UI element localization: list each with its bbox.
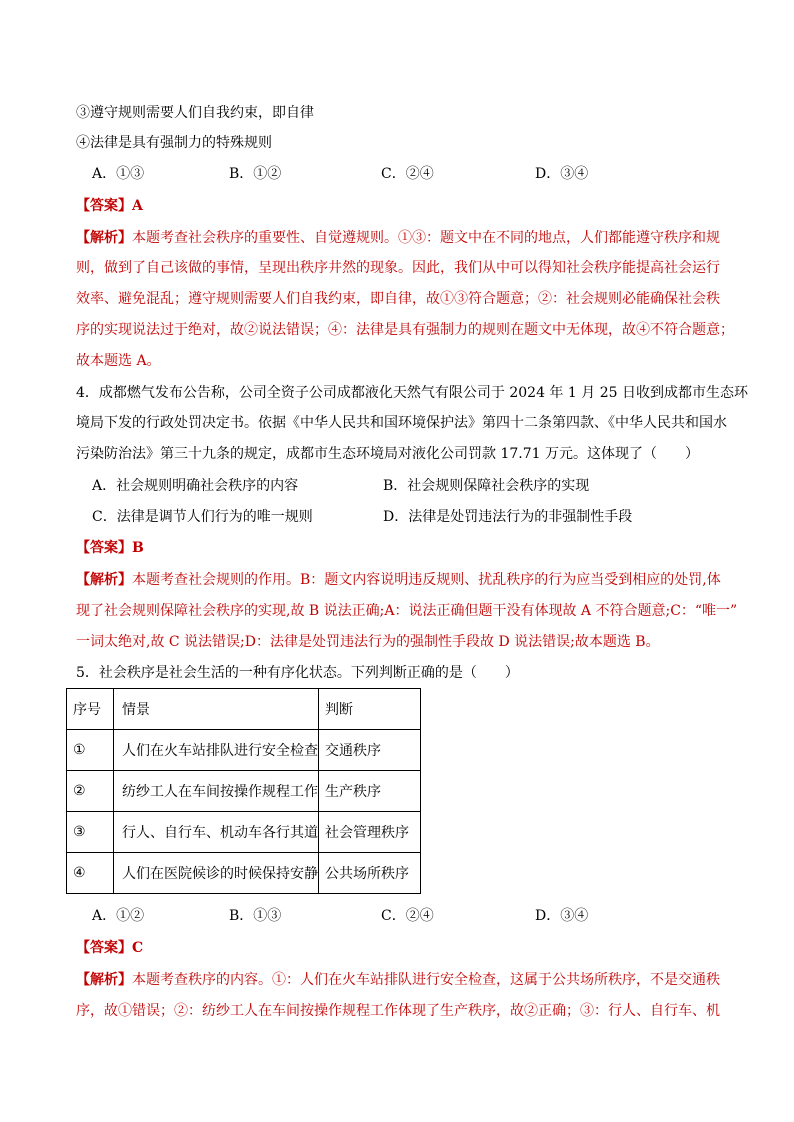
q3-analysis-line-1 — [76, 228, 720, 248]
answer-value: C — [132, 940, 144, 956]
q5-analysis-line-2: 序，故①错误；②：纺纱工人在车间按操作规程工作体现了生产秩序，故②正确；③：行人、自行车、机 — [76, 1003, 720, 1019]
q3-analysis-line-5: 故本题选 A。 — [76, 353, 161, 369]
q3-answer — [76, 196, 143, 216]
table-cell: ① — [67, 730, 114, 771]
analysis-tag: 【解析】 — [76, 972, 132, 988]
q4-option-a: A．社会规则明确社会秩序的内容 — [92, 478, 299, 494]
answer-tag: 【答案】 — [76, 540, 132, 556]
q5-analysis-line-1 — [76, 970, 720, 990]
q3-option-d: D．③④ — [535, 166, 589, 182]
table-cell: 交通秩序 — [319, 730, 421, 771]
q4-stem-line-1: 4．成都燃气发布公告称，公司全资子公司成都液化天然气有限公司于 2024 年 1 月 25 日收到成都市生态环 — [76, 385, 748, 401]
table-header: 序号 — [67, 689, 114, 730]
answer-tag: 【答案】 — [76, 940, 132, 956]
table-cell: ② — [67, 771, 114, 812]
table-cell: 人们在医院候诊的时候保持安静 — [114, 853, 319, 894]
q4-analysis-line-1 — [76, 570, 721, 590]
q3-analysis-line-3: 效率、避免混乱；遵守规则需要人们自我约束，即自律，故①③符合题意；②：社会规则必能确保社会秩 — [76, 291, 720, 307]
q3-option-b: B．①② — [229, 166, 282, 182]
table-cell: 公共场所秩序 — [319, 853, 421, 894]
answer-value: B — [132, 540, 144, 556]
q5-option-b: B．①③ — [229, 908, 282, 924]
table-cell: 行人、自行车、机动车各行其道 — [114, 812, 319, 853]
table-cell: 纺纱工人在车间按操作规程工作 — [114, 771, 319, 812]
q3-option-c: C．②④ — [381, 166, 434, 182]
answer-value: A — [132, 198, 143, 214]
q5-option-d: D．③④ — [535, 908, 589, 924]
q4-option-d: D．法律是处罚违法行为的非强制性手段 — [383, 509, 633, 525]
q3-option-a: A．①③ — [92, 166, 145, 182]
table-cell: 人们在火车站排队进行安全检查 — [114, 730, 319, 771]
answer-tag: 【答案】 — [76, 198, 132, 214]
table-header: 情景 — [114, 689, 319, 730]
table-cell: 社会管理秩序 — [319, 812, 421, 853]
q3-analysis-line-2: 则，做到了自己该做的事情，呈现出秩序井然的现象。因此，我们从中可以得知社会秩序能提高社会运行 — [76, 260, 720, 276]
statement-3: ③遵守规则需要人们自我约束，即自律 — [76, 105, 314, 121]
table-row — [67, 812, 421, 853]
q5-answer — [76, 938, 143, 958]
q4-answer — [76, 538, 144, 558]
statement-4: ④法律是具有强制力的特殊规则 — [76, 135, 272, 151]
q4-analysis-line-3: 一词太绝对,故 C 说法错误;D：法律是处罚违法行为的强制性手段故 D 说法错误;故本题选 B。 — [76, 634, 660, 650]
q4-option-b: B．社会规则保障社会秩序的实现 — [383, 478, 590, 494]
analysis-tag: 【解析】 — [76, 230, 132, 246]
q4-stem-line-2: 境局下发的行政处罚决定书。依据《中华人民共和国环境保护法》第四十二条第四款、《中华人民共和国水 — [76, 415, 727, 431]
q4-stem-line-3: 污染防治法》第三十九条的规定，成都市生态环境局对液化公司罚款 17.71 万元。这体现了（ ） — [76, 446, 699, 462]
q5-stem: 5．社会秩序是社会生活的一种有序化状态。下列判断正确的是（ ） — [76, 665, 519, 681]
table-header: 判断 — [319, 689, 421, 730]
table-cell: ③ — [67, 812, 114, 853]
q3-analysis-line-4: 序的实现说法过于绝对，故②说法错误；④：法律是具有强制力的规则在题文中无体现，故④不符合题意； — [76, 322, 734, 338]
analysis-text: 本题考查社会规则的作用。B：题文内容说明违反规则、扰乱秩序的行为应当受到相应的处罚,体 — [132, 572, 721, 588]
q4-analysis-line-2: 现了社会规则保障社会秩序的实现,故 B 说法正确;A：说法正确但题干没有体现故 A 不符合题意;C：“唯一” — [76, 603, 738, 619]
table-header-row — [67, 689, 421, 730]
q5-option-a: A．①② — [92, 908, 145, 924]
table-cell: ④ — [67, 853, 114, 894]
analysis-text: 本题考查秩序的内容。①：人们在火车站排队进行安全检查，这属于公共场所秩序，不是交通秩 — [132, 972, 720, 988]
table-row — [67, 730, 421, 771]
table-cell: 生产秩序 — [319, 771, 421, 812]
q4-option-c: C．法律是调节人们行为的唯一规则 — [92, 509, 313, 525]
table-row — [67, 853, 421, 894]
q5-option-c: C．②④ — [381, 908, 434, 924]
q5-table — [66, 688, 421, 894]
table-row — [67, 771, 421, 812]
analysis-tag: 【解析】 — [76, 572, 132, 588]
analysis-text: 本题考查社会秩序的重要性、自觉遵规则。①③：题文中在不同的地点，人们都能遵守秩序和规 — [132, 230, 720, 246]
